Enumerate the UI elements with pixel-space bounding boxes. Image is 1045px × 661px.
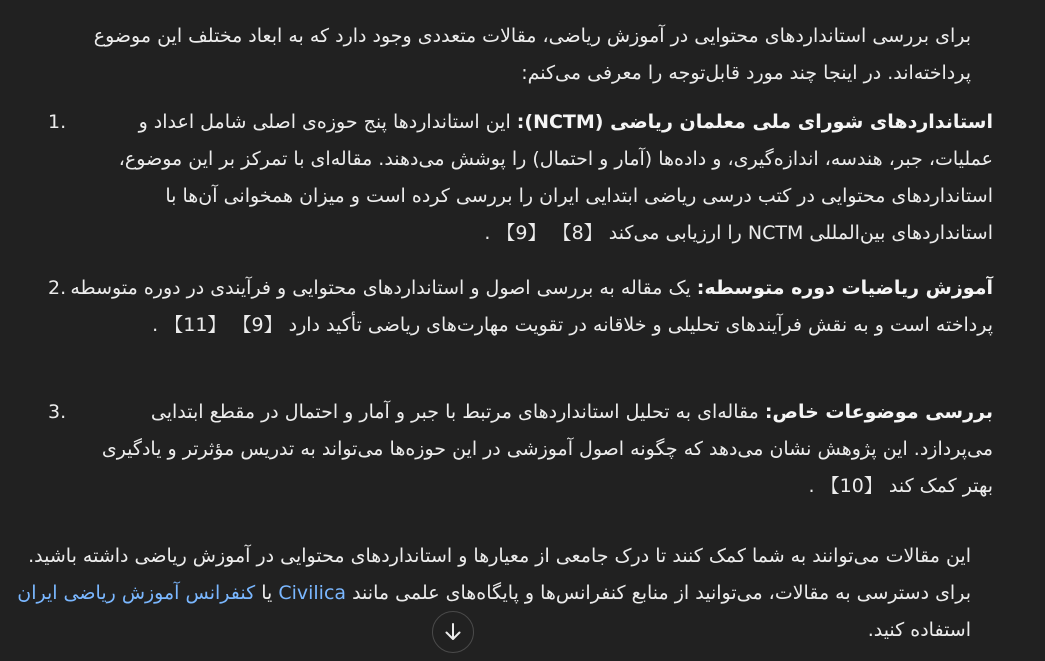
scroll-to-bottom-button[interactable] (432, 611, 474, 653)
item-title: آموزش ریاضیات دوره متوسطه: (696, 277, 993, 299)
intro-line-2: موضوع پرداخته‌اند. در اینجا چند مورد قابل‌توجه را معرفی می‌کنم: (93, 25, 971, 84)
list-item (48, 394, 993, 505)
citation[interactable]: 【9】 【11】 . (152, 314, 283, 336)
outro-connector: یا (255, 582, 279, 604)
list-item (48, 104, 993, 252)
item-number: 2. (48, 277, 67, 299)
item-title: بررسی موضوعات خاص: (764, 401, 993, 423)
item-text: مقاله‌ای به تحلیل استانداردهای مرتبط با جبر و آمار و احتمال در مقطع ابتدایی می‌پردازد. این پژوهش نشان می‌دهد که چگونه اصول آموزشی در این حوزه‌ها می‌تواند به تدریس مؤثرتر و یادگیری بهتر کمک کند (101, 401, 993, 497)
intro-line-1: برای بررسی استانداردهای محتوایی در آموزش ریاضی، مقالات متعددی وجود دارد که به ابعاد مختلف این (157, 25, 971, 47)
intro-paragraph (51, 18, 971, 92)
item-text: این استانداردها پنج حوزه‌ی اصلی شامل اعداد و عملیات، جبر، هندسه، اندازه‌گیری، و داده‌ها (آمار و احتمال) را پوشش می‌دهند. مقاله‌ای با تمرکز بر این موضوع، استانداردهای محتوایی در کتب درسی ریاضی ابتدایی ایران را بررسی کرده است و میزان همخوانی آن‌ها با استانداردهای بین‌المللی NCTM را ارزیابی می‌کند (118, 111, 993, 244)
item-number: 3. (48, 401, 67, 423)
outro-paragraph (11, 538, 971, 649)
item-number: 1. (48, 111, 67, 133)
civilica-link[interactable]: Civilica (278, 582, 347, 604)
item-text: یک مقاله به بررسی اصول و استانداردهای محتوایی و فرآیندی در دوره متوسطه پرداخته است و به نقش فرآیندهای تحلیلی و خلاقانه در تقویت مهارت‌های ریاضی تأکید دارد (70, 277, 993, 336)
math-education-conference-link[interactable]: کنفرانس آموزش ریاضی ایران (17, 582, 256, 604)
outro-text: این مقالات می‌توانند به شما کمک کنند تا درک جامعی از معیارها و استانداردهای محتوایی در آموزش ریاضی داشته باشید. برای دسترسی به مقالات، می‌توانید از منابع کنفرانس‌ها و پایگاه‌های علمی مانند (28, 545, 971, 604)
list-item (48, 270, 993, 344)
citation[interactable]: 【10】 . (808, 475, 883, 497)
item-title: استانداردهای شورای ملی معلمان ریاضی (NCTM): (516, 111, 993, 133)
outro-end: استفاده کنید. (867, 619, 971, 641)
citation[interactable]: 【8】 【9】 . (484, 222, 603, 244)
arrow-down-icon (444, 622, 462, 642)
